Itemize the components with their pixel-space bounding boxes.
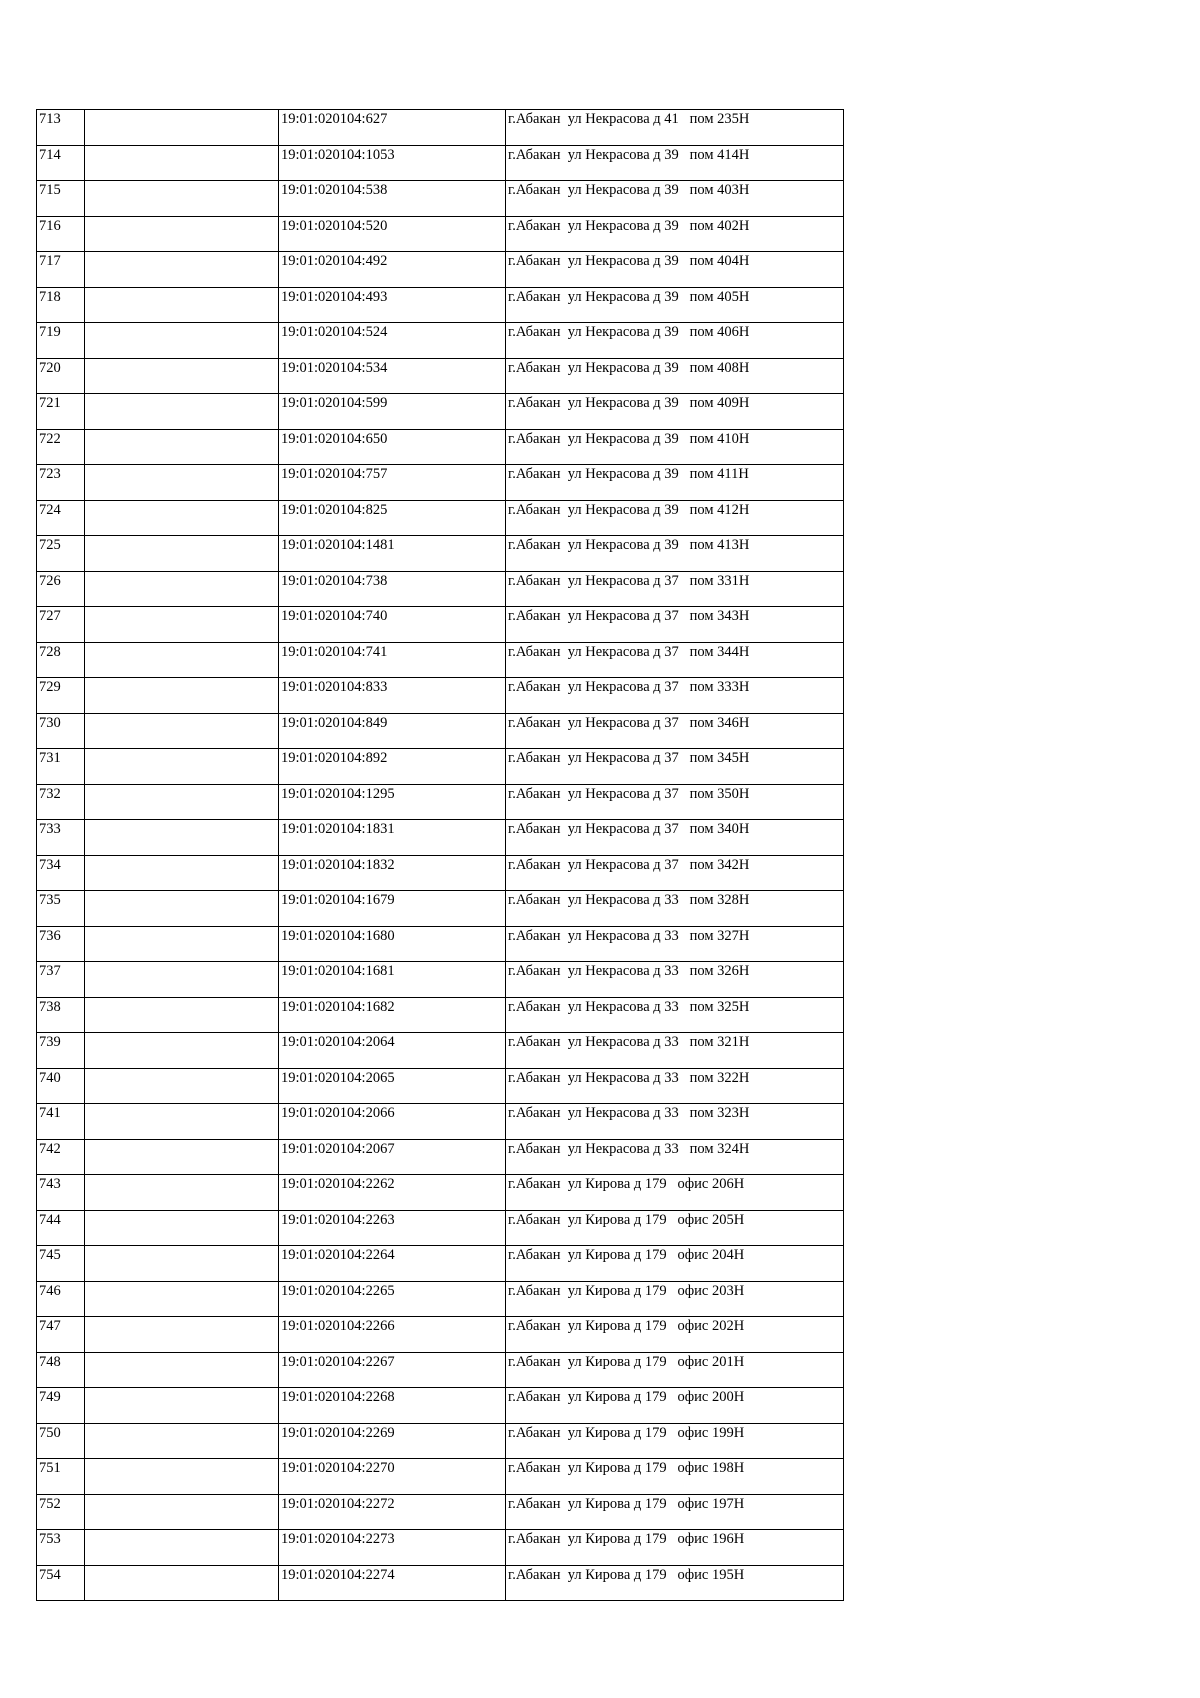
row-number-cell: 715 xyxy=(37,181,85,217)
address-cell: г.Абакан ул Некрасова д 33 пом 328Н xyxy=(506,891,844,927)
owner-cell xyxy=(85,1317,279,1353)
address-cell: г.Абакан ул Кирова д 179 офис 204Н xyxy=(506,1246,844,1282)
cadastral-number-cell: 19:01:020104:2272 xyxy=(279,1494,506,1530)
table-row xyxy=(37,1068,844,1104)
owner-cell xyxy=(85,1530,279,1566)
row-number-cell: 752 xyxy=(37,1494,85,1530)
row-number-cell: 745 xyxy=(37,1246,85,1282)
row-number-cell: 753 xyxy=(37,1530,85,1566)
row-number-cell: 748 xyxy=(37,1352,85,1388)
owner-cell xyxy=(85,1068,279,1104)
table-row xyxy=(37,181,844,217)
cadastral-number-cell: 19:01:020104:2263 xyxy=(279,1210,506,1246)
cadastral-number-cell: 19:01:020104:2067 xyxy=(279,1139,506,1175)
row-number-cell: 724 xyxy=(37,500,85,536)
owner-cell xyxy=(85,1494,279,1530)
row-number-cell: 739 xyxy=(37,1033,85,1069)
table-row xyxy=(37,1352,844,1388)
table-row xyxy=(37,110,844,146)
table-row xyxy=(37,1175,844,1211)
owner-cell xyxy=(85,926,279,962)
table-row xyxy=(37,1459,844,1495)
cadastral-number-cell: 19:01:020104:2065 xyxy=(279,1068,506,1104)
row-number-cell: 732 xyxy=(37,784,85,820)
row-number-cell: 736 xyxy=(37,926,85,962)
owner-cell xyxy=(85,358,279,394)
address-cell: г.Абакан ул Некрасова д 37 пом 345Н xyxy=(506,749,844,785)
address-cell: г.Абакан ул Кирова д 179 офис 205Н xyxy=(506,1210,844,1246)
address-cell: г.Абакан ул Некрасова д 33 пом 321Н xyxy=(506,1033,844,1069)
cadastral-number-cell: 19:01:020104:2267 xyxy=(279,1352,506,1388)
table-row xyxy=(37,1565,844,1601)
address-cell: г.Абакан ул Кирова д 179 офис 206Н xyxy=(506,1175,844,1211)
owner-cell xyxy=(85,1565,279,1601)
owner-cell xyxy=(85,536,279,572)
row-number-cell: 743 xyxy=(37,1175,85,1211)
owner-cell xyxy=(85,252,279,288)
owner-cell xyxy=(85,323,279,359)
address-cell: г.Абакан ул Некрасова д 39 пом 409Н xyxy=(506,394,844,430)
table-row xyxy=(37,926,844,962)
row-number-cell: 747 xyxy=(37,1317,85,1353)
address-cell: г.Абакан ул Некрасова д 33 пом 323Н xyxy=(506,1104,844,1140)
cadastral-number-cell: 19:01:020104:1053 xyxy=(279,145,506,181)
owner-cell xyxy=(85,1246,279,1282)
table-row xyxy=(37,1281,844,1317)
owner-cell xyxy=(85,1459,279,1495)
table-row xyxy=(37,607,844,643)
row-number-cell: 754 xyxy=(37,1565,85,1601)
address-cell: г.Абакан ул Кирова д 179 офис 195Н xyxy=(506,1565,844,1601)
row-number-cell: 749 xyxy=(37,1388,85,1424)
address-cell: г.Абакан ул Кирова д 179 офис 203Н xyxy=(506,1281,844,1317)
owner-cell xyxy=(85,1388,279,1424)
row-number-cell: 730 xyxy=(37,713,85,749)
row-number-cell: 735 xyxy=(37,891,85,927)
cadastral-number-cell: 19:01:020104:627 xyxy=(279,110,506,146)
cadastral-number-cell: 19:01:020104:2268 xyxy=(279,1388,506,1424)
row-number-cell: 717 xyxy=(37,252,85,288)
cadastral-number-cell: 19:01:020104:2274 xyxy=(279,1565,506,1601)
owner-cell xyxy=(85,394,279,430)
row-number-cell: 722 xyxy=(37,429,85,465)
address-cell: г.Абакан ул Кирова д 179 офис 202Н xyxy=(506,1317,844,1353)
table-row xyxy=(37,252,844,288)
row-number-cell: 725 xyxy=(37,536,85,572)
address-cell: г.Абакан ул Некрасова д 39 пом 413Н xyxy=(506,536,844,572)
table-row xyxy=(37,358,844,394)
address-cell: г.Абакан ул Некрасова д 39 пом 403Н xyxy=(506,181,844,217)
row-number-cell: 742 xyxy=(37,1139,85,1175)
table-row xyxy=(37,1494,844,1530)
table-row xyxy=(37,571,844,607)
table-row xyxy=(37,500,844,536)
address-cell: г.Абакан ул Некрасова д 39 пом 412Н xyxy=(506,500,844,536)
address-cell: г.Абакан ул Некрасова д 37 пом 342Н xyxy=(506,855,844,891)
address-cell: г.Абакан ул Некрасова д 37 пом 340Н xyxy=(506,820,844,856)
table-row xyxy=(37,784,844,820)
row-number-cell: 744 xyxy=(37,1210,85,1246)
cadastral-number-cell: 19:01:020104:492 xyxy=(279,252,506,288)
address-cell: г.Абакан ул Некрасова д 37 пом 346Н xyxy=(506,713,844,749)
cadastral-number-cell: 19:01:020104:2266 xyxy=(279,1317,506,1353)
table-row xyxy=(37,465,844,501)
row-number-cell: 746 xyxy=(37,1281,85,1317)
address-cell: г.Абакан ул Некрасова д 39 пом 402Н xyxy=(506,216,844,252)
row-number-cell: 751 xyxy=(37,1459,85,1495)
address-cell: г.Абакан ул Кирова д 179 офис 197Н xyxy=(506,1494,844,1530)
owner-cell xyxy=(85,429,279,465)
table-row xyxy=(37,429,844,465)
address-cell: г.Абакан ул Некрасова д 39 пом 408Н xyxy=(506,358,844,394)
owner-cell xyxy=(85,607,279,643)
table-row xyxy=(37,1530,844,1566)
owner-cell xyxy=(85,216,279,252)
owner-cell xyxy=(85,820,279,856)
table-row xyxy=(37,1246,844,1282)
table-row xyxy=(37,749,844,785)
cadastral-number-cell: 19:01:020104:2270 xyxy=(279,1459,506,1495)
table-row xyxy=(37,713,844,749)
cadastral-number-cell: 19:01:020104:1481 xyxy=(279,536,506,572)
address-cell: г.Абакан ул Некрасова д 39 пом 410Н xyxy=(506,429,844,465)
table-row xyxy=(37,216,844,252)
cadastral-number-cell: 19:01:020104:524 xyxy=(279,323,506,359)
row-number-cell: 726 xyxy=(37,571,85,607)
address-cell: г.Абакан ул Кирова д 179 офис 200Н xyxy=(506,1388,844,1424)
table-row xyxy=(37,1388,844,1424)
owner-cell xyxy=(85,749,279,785)
row-number-cell: 741 xyxy=(37,1104,85,1140)
owner-cell xyxy=(85,855,279,891)
owner-cell xyxy=(85,997,279,1033)
address-cell: г.Абакан ул Некрасова д 33 пом 326Н xyxy=(506,962,844,998)
owner-cell xyxy=(85,1352,279,1388)
table-row xyxy=(37,997,844,1033)
address-cell: г.Абакан ул Некрасова д 37 пом 350Н xyxy=(506,784,844,820)
row-number-cell: 713 xyxy=(37,110,85,146)
cadastral-number-cell: 19:01:020104:1295 xyxy=(279,784,506,820)
address-cell: г.Абакан ул Некрасова д 33 пом 327Н xyxy=(506,926,844,962)
cadastral-number-cell: 19:01:020104:1681 xyxy=(279,962,506,998)
row-number-cell: 734 xyxy=(37,855,85,891)
cadastral-number-cell: 19:01:020104:1682 xyxy=(279,997,506,1033)
owner-cell xyxy=(85,110,279,146)
cadastral-number-cell: 19:01:020104:1831 xyxy=(279,820,506,856)
address-cell: г.Абакан ул Кирова д 179 офис 201Н xyxy=(506,1352,844,1388)
cadastral-number-cell: 19:01:020104:849 xyxy=(279,713,506,749)
owner-cell xyxy=(85,962,279,998)
cadastral-number-cell: 19:01:020104:741 xyxy=(279,642,506,678)
property-register-body xyxy=(37,110,844,1601)
row-number-cell: 720 xyxy=(37,358,85,394)
owner-cell xyxy=(85,1139,279,1175)
cadastral-number-cell: 19:01:020104:2066 xyxy=(279,1104,506,1140)
cadastral-number-cell: 19:01:020104:892 xyxy=(279,749,506,785)
table-row xyxy=(37,1423,844,1459)
table-row xyxy=(37,678,844,714)
table-row xyxy=(37,323,844,359)
cadastral-number-cell: 19:01:020104:2262 xyxy=(279,1175,506,1211)
table-row xyxy=(37,1104,844,1140)
cadastral-number-cell: 19:01:020104:740 xyxy=(279,607,506,643)
cadastral-number-cell: 19:01:020104:738 xyxy=(279,571,506,607)
owner-cell xyxy=(85,1033,279,1069)
table-row xyxy=(37,536,844,572)
cadastral-number-cell: 19:01:020104:493 xyxy=(279,287,506,323)
owner-cell xyxy=(85,891,279,927)
row-number-cell: 718 xyxy=(37,287,85,323)
table-row xyxy=(37,962,844,998)
address-cell: г.Абакан ул Некрасова д 33 пом 322Н xyxy=(506,1068,844,1104)
cadastral-number-cell: 19:01:020104:833 xyxy=(279,678,506,714)
table-row xyxy=(37,145,844,181)
owner-cell xyxy=(85,1423,279,1459)
cadastral-number-cell: 19:01:020104:2269 xyxy=(279,1423,506,1459)
owner-cell xyxy=(85,181,279,217)
address-cell: г.Абакан ул Некрасова д 37 пом 333Н xyxy=(506,678,844,714)
row-number-cell: 750 xyxy=(37,1423,85,1459)
table-row xyxy=(37,820,844,856)
address-cell: г.Абакан ул Кирова д 179 офис 198Н xyxy=(506,1459,844,1495)
address-cell: г.Абакан ул Кирова д 179 офис 199Н xyxy=(506,1423,844,1459)
cadastral-number-cell: 19:01:020104:1679 xyxy=(279,891,506,927)
address-cell: г.Абакан ул Некрасова д 39 пом 404Н xyxy=(506,252,844,288)
table-row xyxy=(37,1317,844,1353)
cadastral-number-cell: 19:01:020104:650 xyxy=(279,429,506,465)
row-number-cell: 740 xyxy=(37,1068,85,1104)
address-cell: г.Абакан ул Некрасова д 41 пом 235Н xyxy=(506,110,844,146)
owner-cell xyxy=(85,500,279,536)
row-number-cell: 737 xyxy=(37,962,85,998)
owner-cell xyxy=(85,571,279,607)
table-row xyxy=(37,642,844,678)
owner-cell xyxy=(85,465,279,501)
cadastral-number-cell: 19:01:020104:2264 xyxy=(279,1246,506,1282)
table-row xyxy=(37,394,844,430)
owner-cell xyxy=(85,713,279,749)
row-number-cell: 716 xyxy=(37,216,85,252)
row-number-cell: 728 xyxy=(37,642,85,678)
address-cell: г.Абакан ул Некрасова д 39 пом 405Н xyxy=(506,287,844,323)
address-cell: г.Абакан ул Некрасова д 33 пом 325Н xyxy=(506,997,844,1033)
address-cell: г.Абакан ул Некрасова д 39 пом 414Н xyxy=(506,145,844,181)
table-row xyxy=(37,1033,844,1069)
cadastral-number-cell: 19:01:020104:534 xyxy=(279,358,506,394)
cadastral-number-cell: 19:01:020104:538 xyxy=(279,181,506,217)
cadastral-number-cell: 19:01:020104:757 xyxy=(279,465,506,501)
row-number-cell: 733 xyxy=(37,820,85,856)
row-number-cell: 731 xyxy=(37,749,85,785)
row-number-cell: 727 xyxy=(37,607,85,643)
owner-cell xyxy=(85,1175,279,1211)
cadastral-number-cell: 19:01:020104:825 xyxy=(279,500,506,536)
owner-cell xyxy=(85,145,279,181)
row-number-cell: 738 xyxy=(37,997,85,1033)
table-row xyxy=(37,891,844,927)
owner-cell xyxy=(85,678,279,714)
address-cell: г.Абакан ул Некрасова д 37 пом 343Н xyxy=(506,607,844,643)
row-number-cell: 721 xyxy=(37,394,85,430)
owner-cell xyxy=(85,784,279,820)
cadastral-number-cell: 19:01:020104:599 xyxy=(279,394,506,430)
table-row xyxy=(37,287,844,323)
cadastral-number-cell: 19:01:020104:2273 xyxy=(279,1530,506,1566)
cadastral-number-cell: 19:01:020104:2064 xyxy=(279,1033,506,1069)
address-cell: г.Абакан ул Некрасова д 39 пом 411Н xyxy=(506,465,844,501)
cadastral-number-cell: 19:01:020104:1680 xyxy=(279,926,506,962)
table-row xyxy=(37,855,844,891)
row-number-cell: 714 xyxy=(37,145,85,181)
owner-cell xyxy=(85,287,279,323)
row-number-cell: 729 xyxy=(37,678,85,714)
cadastral-number-cell: 19:01:020104:520 xyxy=(279,216,506,252)
row-number-cell: 723 xyxy=(37,465,85,501)
address-cell: г.Абакан ул Некрасова д 37 пом 331Н xyxy=(506,571,844,607)
cadastral-number-cell: 19:01:020104:1832 xyxy=(279,855,506,891)
address-cell: г.Абакан ул Кирова д 179 офис 196Н xyxy=(506,1530,844,1566)
table-row xyxy=(37,1139,844,1175)
row-number-cell: 719 xyxy=(37,323,85,359)
cadastral-number-cell: 19:01:020104:2265 xyxy=(279,1281,506,1317)
owner-cell xyxy=(85,642,279,678)
owner-cell xyxy=(85,1210,279,1246)
property-register-table xyxy=(36,109,844,1601)
owner-cell xyxy=(85,1281,279,1317)
owner-cell xyxy=(85,1104,279,1140)
address-cell: г.Абакан ул Некрасова д 37 пом 344Н xyxy=(506,642,844,678)
address-cell: г.Абакан ул Некрасова д 39 пом 406Н xyxy=(506,323,844,359)
table-row xyxy=(37,1210,844,1246)
address-cell: г.Абакан ул Некрасова д 33 пом 324Н xyxy=(506,1139,844,1175)
